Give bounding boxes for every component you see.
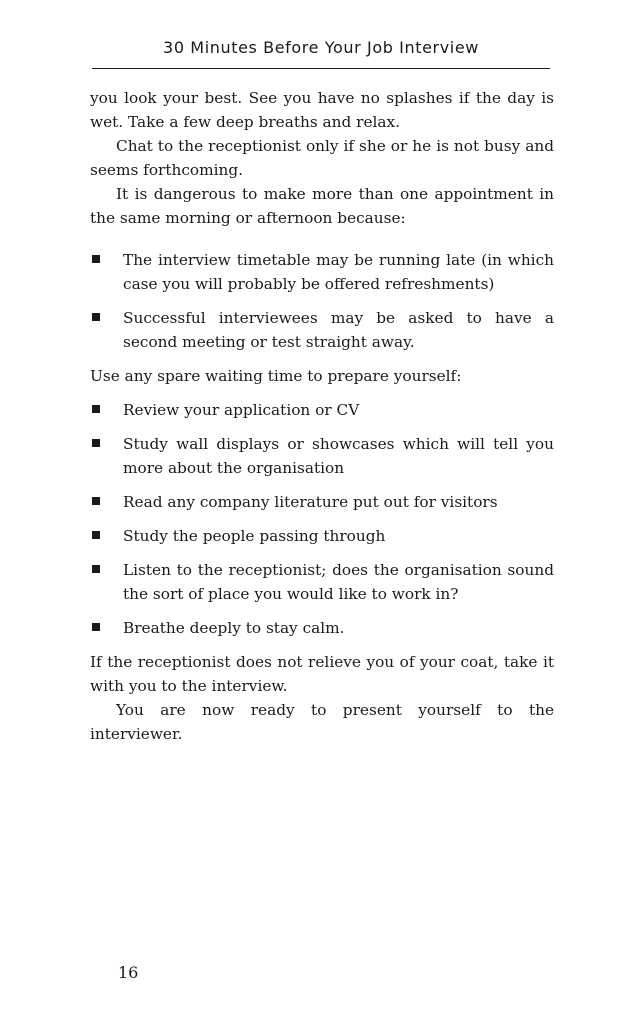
header-rule <box>92 68 550 69</box>
list-item <box>90 490 554 514</box>
body-text <box>90 86 554 746</box>
list-item <box>90 616 554 640</box>
page-number: 16 <box>118 963 139 982</box>
bullet-list <box>90 248 554 354</box>
paragraph: If the receptionist does not relieve you of your coat, take it with you to the interview. <box>90 653 554 695</box>
list-item <box>90 398 554 422</box>
list-item <box>90 558 554 606</box>
square-bullet-icon <box>92 565 100 573</box>
list-item-text: Listen to the receptionist; does the organisation sound the sort of place you would like to work in? <box>123 561 554 603</box>
square-bullet-icon <box>92 531 100 539</box>
paragraph: Chat to the receptionist only if she or he is not busy and seems forthcoming. <box>90 137 554 179</box>
running-head: 30 Minutes Before Your Job Interview <box>163 38 479 57</box>
square-bullet-icon <box>92 497 100 505</box>
list-item-text: Read any company literature put out for visitors <box>123 493 498 511</box>
list-item-text: The interview timetable may be running late (in which case you will probably be offered refreshments) <box>123 251 554 293</box>
square-bullet-icon <box>92 255 100 263</box>
square-bullet-icon <box>92 623 100 631</box>
list-item <box>90 524 554 548</box>
paragraph: Use any spare waiting time to prepare yourself: <box>90 367 462 385</box>
list-item-text: Review your application or CV <box>123 401 360 419</box>
paragraph: You are now ready to present yourself to the interviewer. <box>90 701 554 743</box>
list-item <box>90 306 554 354</box>
square-bullet-icon <box>92 405 100 413</box>
list-item <box>90 432 554 480</box>
square-bullet-icon <box>92 439 100 447</box>
paragraph: It is dangerous to make more than one appointment in the same morning or afternoon because: <box>90 185 554 227</box>
paragraph: you look your best. See you have no splashes if the day is wet. Take a few deep breaths and relax. <box>90 89 554 131</box>
square-bullet-icon <box>92 313 100 321</box>
list-item <box>90 248 554 296</box>
list-item-text: Study the people passing through <box>123 527 386 545</box>
list-item-text: Breathe deeply to stay calm. <box>123 619 345 637</box>
list-item-text: Study wall displays or showcases which will tell you more about the organisation <box>123 435 554 477</box>
list-item-text: Successful interviewees may be asked to have a second meeting or test straight away. <box>123 309 554 351</box>
bullet-list <box>90 398 554 640</box>
